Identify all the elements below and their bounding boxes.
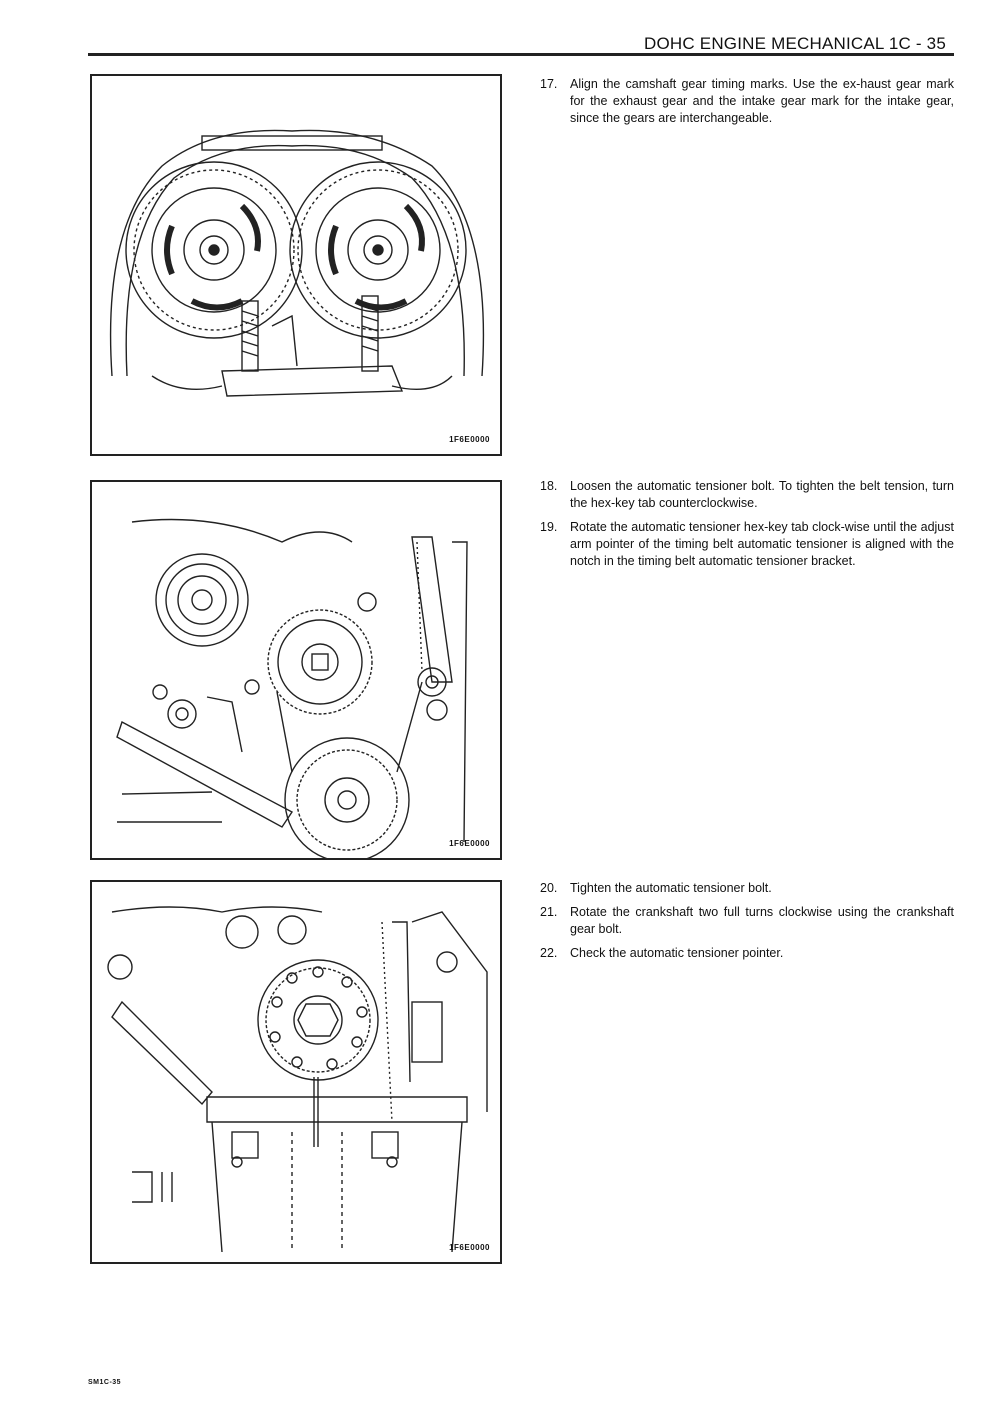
step-text: Tighten the automatic tensioner bolt. — [570, 881, 772, 895]
figure-camshaft-gears — [90, 74, 502, 456]
step-text: Loosen the automatic tensioner bolt. To tighten the belt tension, turn the hex-key tab counterclockwise. — [570, 479, 954, 510]
step-number: 17. — [540, 77, 558, 91]
step-item — [540, 76, 954, 127]
crankshaft-gear-illustration — [92, 882, 500, 1262]
steps-section-2 — [540, 478, 954, 577]
header-rule — [88, 53, 954, 56]
step-number: 20. — [540, 881, 558, 895]
camshaft-gears-illustration — [92, 76, 500, 454]
figure-code: 1F6E0000 — [449, 839, 490, 848]
page-header — [88, 28, 954, 56]
step-item — [540, 519, 954, 570]
steps-section-3 — [540, 880, 954, 969]
step-item — [540, 945, 954, 962]
steps-section-1 — [540, 76, 954, 134]
figure-code: 1F6E0000 — [449, 1243, 490, 1252]
figure-code: 1F6E0000 — [449, 435, 490, 444]
step-number: 21. — [540, 905, 558, 919]
step-text: Check the automatic tensioner pointer. — [570, 946, 784, 960]
step-item — [540, 478, 954, 512]
figure-crankshaft-gear — [90, 880, 502, 1264]
step-text: Rotate the crankshaft two full turns clockwise using the crankshaft gear bolt. — [570, 905, 954, 936]
footer-code: SM1C-35 — [88, 1379, 122, 1386]
step-item — [540, 880, 954, 897]
figure-automatic-tensioner — [90, 480, 502, 860]
automatic-tensioner-illustration — [92, 482, 500, 858]
step-text: Align the camshaft gear timing marks. Use the ex-haust gear mark for the exhaust gear and the intake gear mark for the intake gear, since the gears are interchangeable. — [570, 77, 954, 125]
step-item — [540, 904, 954, 938]
step-text: Rotate the automatic tensioner hex-key tab clock-wise until the adjust arm pointer of the timing belt automatic tensioner is aligned with the notch in the timing belt automatic tensioner bracket. — [570, 520, 954, 568]
step-number: 22. — [540, 946, 558, 960]
page-title: DOHC ENGINE MECHANICAL 1C - 35 — [644, 34, 946, 53]
step-number: 19. — [540, 520, 558, 534]
step-number: 18. — [540, 479, 558, 493]
